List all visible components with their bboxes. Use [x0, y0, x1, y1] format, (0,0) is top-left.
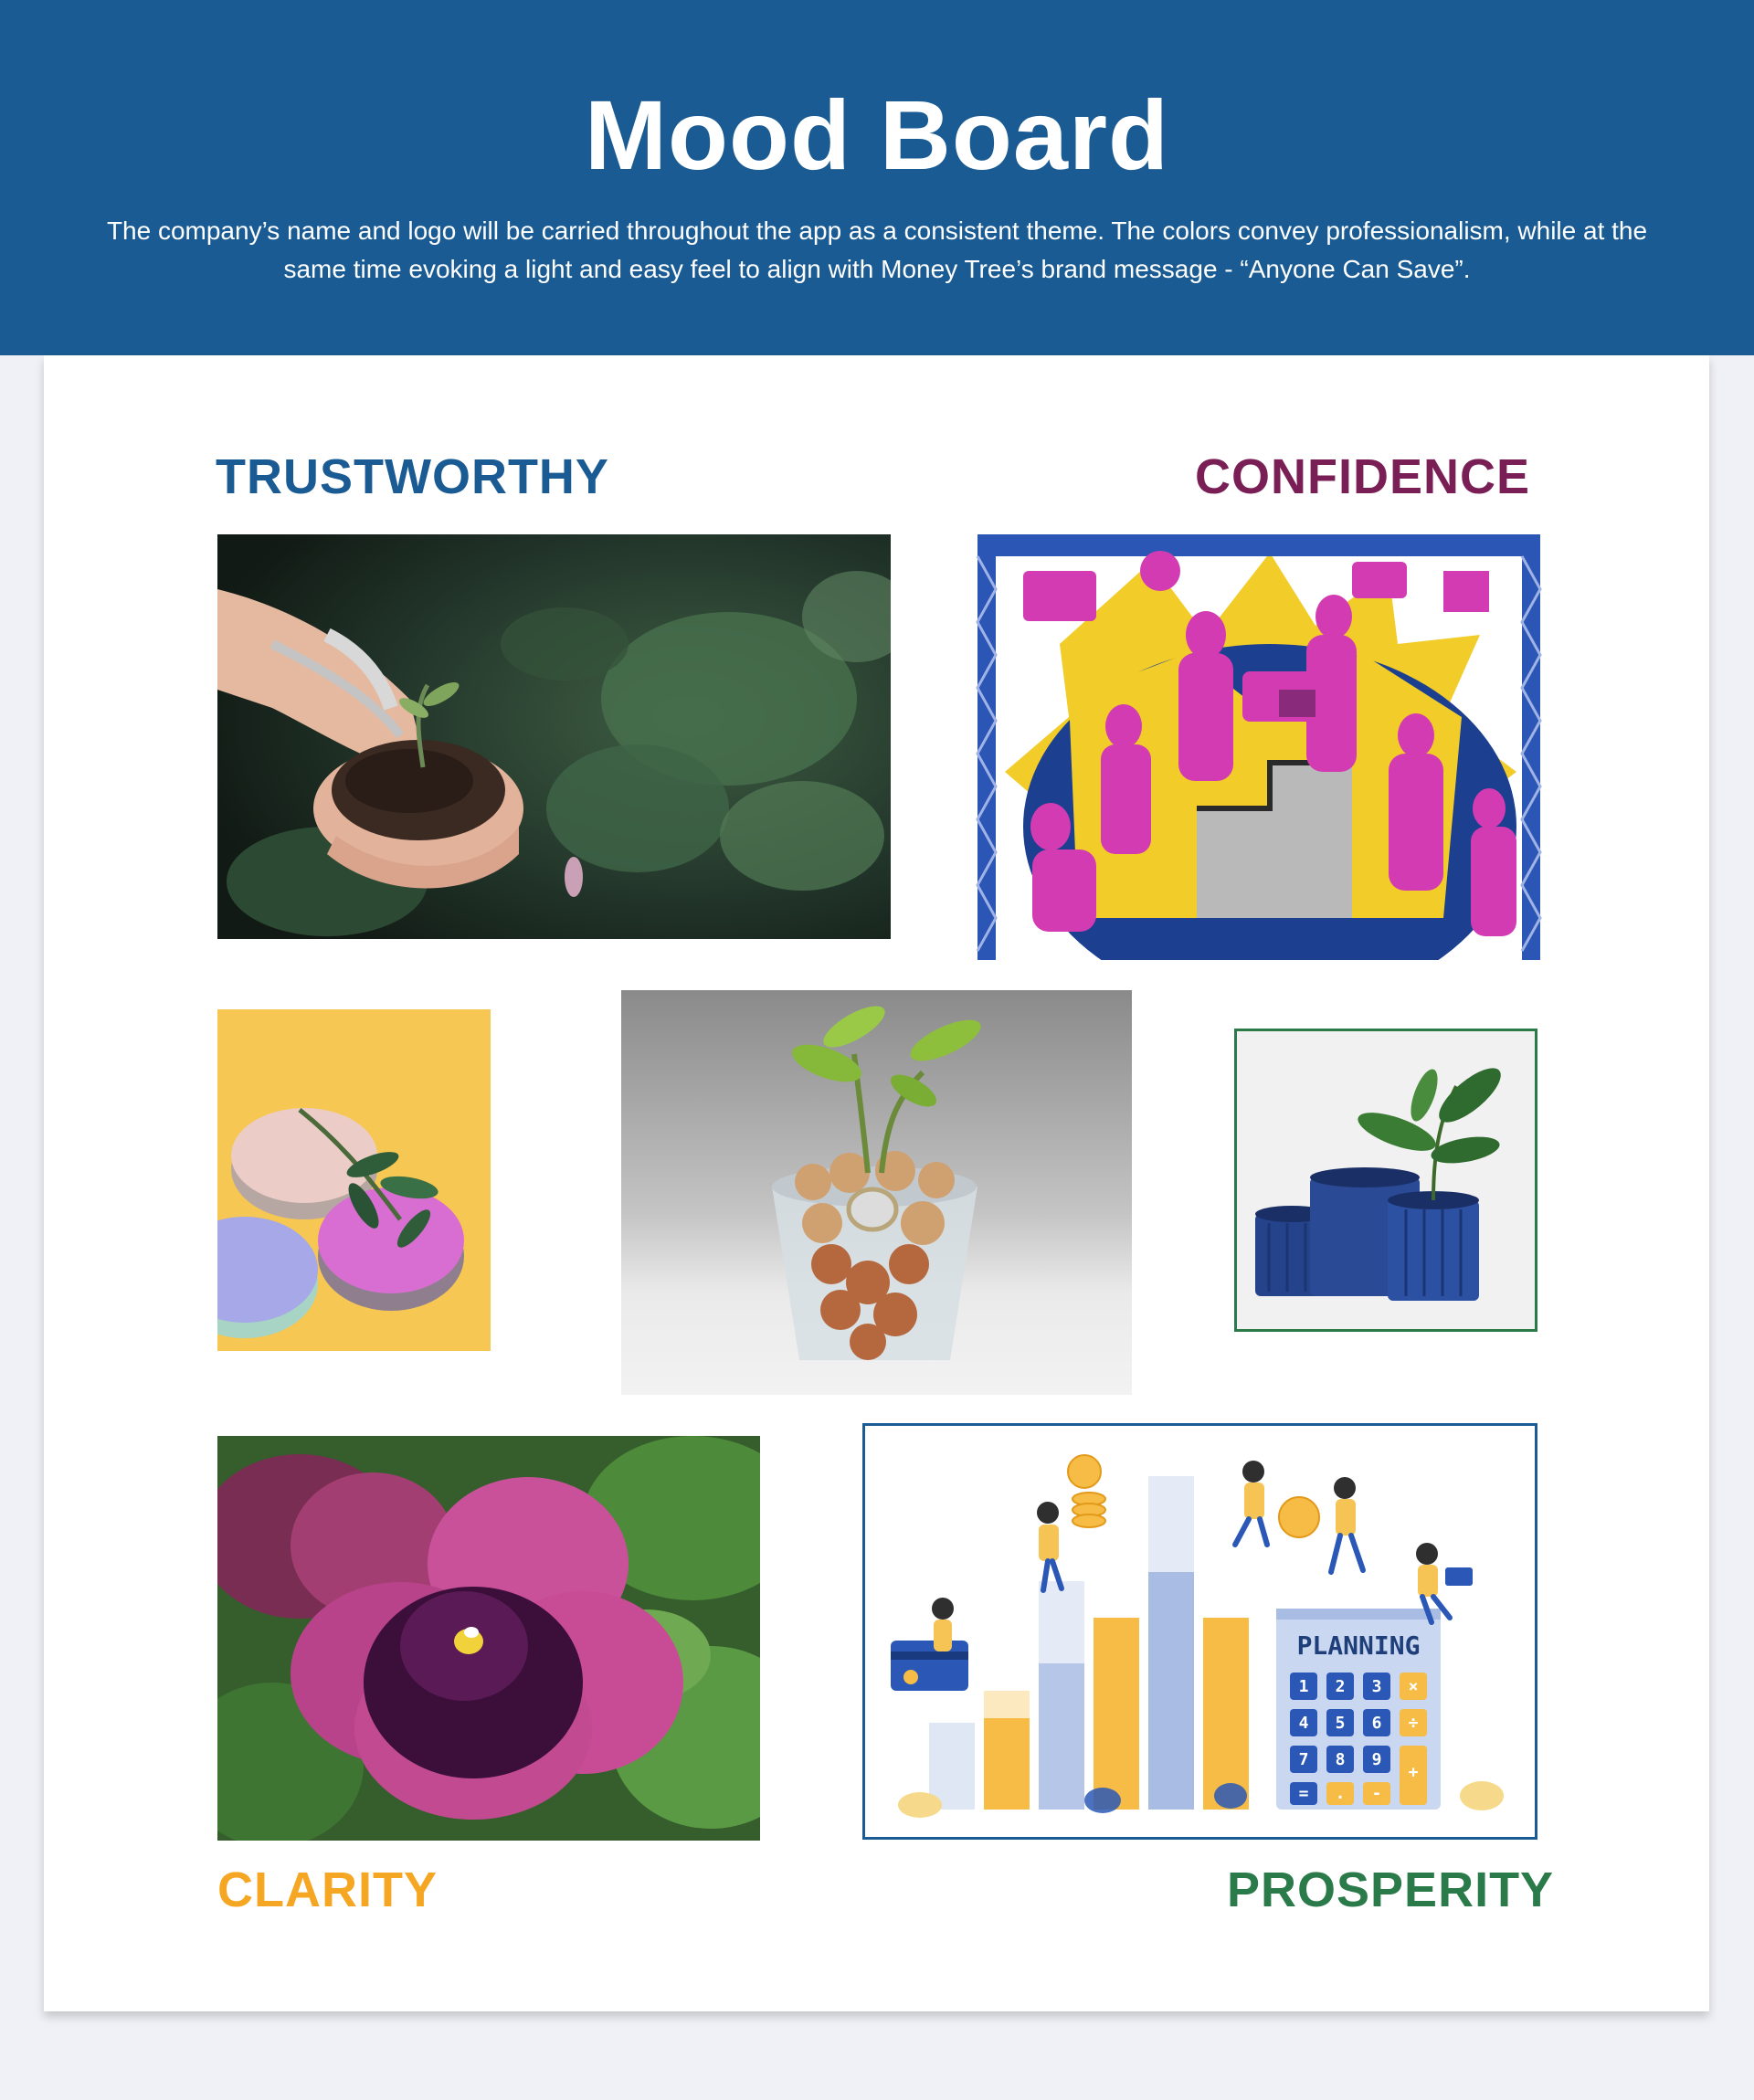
key-dot: .: [1335, 1784, 1346, 1803]
planning-text: PLANNING: [1296, 1630, 1421, 1661]
key-equals: =: [1298, 1784, 1309, 1803]
image-pansy-flower: [217, 1436, 760, 1841]
key-multiply: ×: [1408, 1677, 1419, 1696]
image-financial-planning-illustration: [862, 1423, 1537, 1840]
key-8: 8: [1335, 1750, 1346, 1769]
key-7: 7: [1298, 1750, 1309, 1769]
key-4: 4: [1298, 1714, 1309, 1733]
label-confidence: CONFIDENCE: [1195, 449, 1531, 504]
key-plus: +: [1408, 1763, 1419, 1782]
image-film-crew-illustration: [968, 534, 1549, 960]
key-1: 1: [1298, 1677, 1309, 1696]
key-5: 5: [1335, 1714, 1346, 1733]
key-divide: ÷: [1408, 1714, 1419, 1733]
header-banner: [0, 0, 1754, 355]
mood-board-card: [44, 355, 1709, 2011]
key-2: 2: [1335, 1677, 1346, 1696]
image-pastel-discs-leaf: [217, 1009, 491, 1351]
page-description: The company’s name and logo will be carried throughout the app as a consistent theme. The colors convey professionalism, while at the same time evoking a light and easy feel to align with Money Tree’s brand message - “Anyone Can Save”.: [106, 216, 1648, 283]
label-clarity: CLARITY: [217, 1863, 438, 1917]
image-blue-plant-pots: [1234, 1029, 1537, 1332]
key-6: 6: [1371, 1714, 1382, 1733]
key-3: 3: [1371, 1677, 1382, 1696]
key-9: 9: [1371, 1750, 1382, 1769]
key-minus: -: [1371, 1784, 1382, 1803]
image-hands-holding-sprout: [217, 534, 891, 939]
label-prosperity: PROSPERITY: [1227, 1863, 1555, 1917]
label-trustworthy: TRUSTWORTHY: [216, 449, 609, 504]
page-title: Mood Board: [585, 79, 1169, 190]
image-sprout-coins-glass: [621, 990, 1132, 1395]
